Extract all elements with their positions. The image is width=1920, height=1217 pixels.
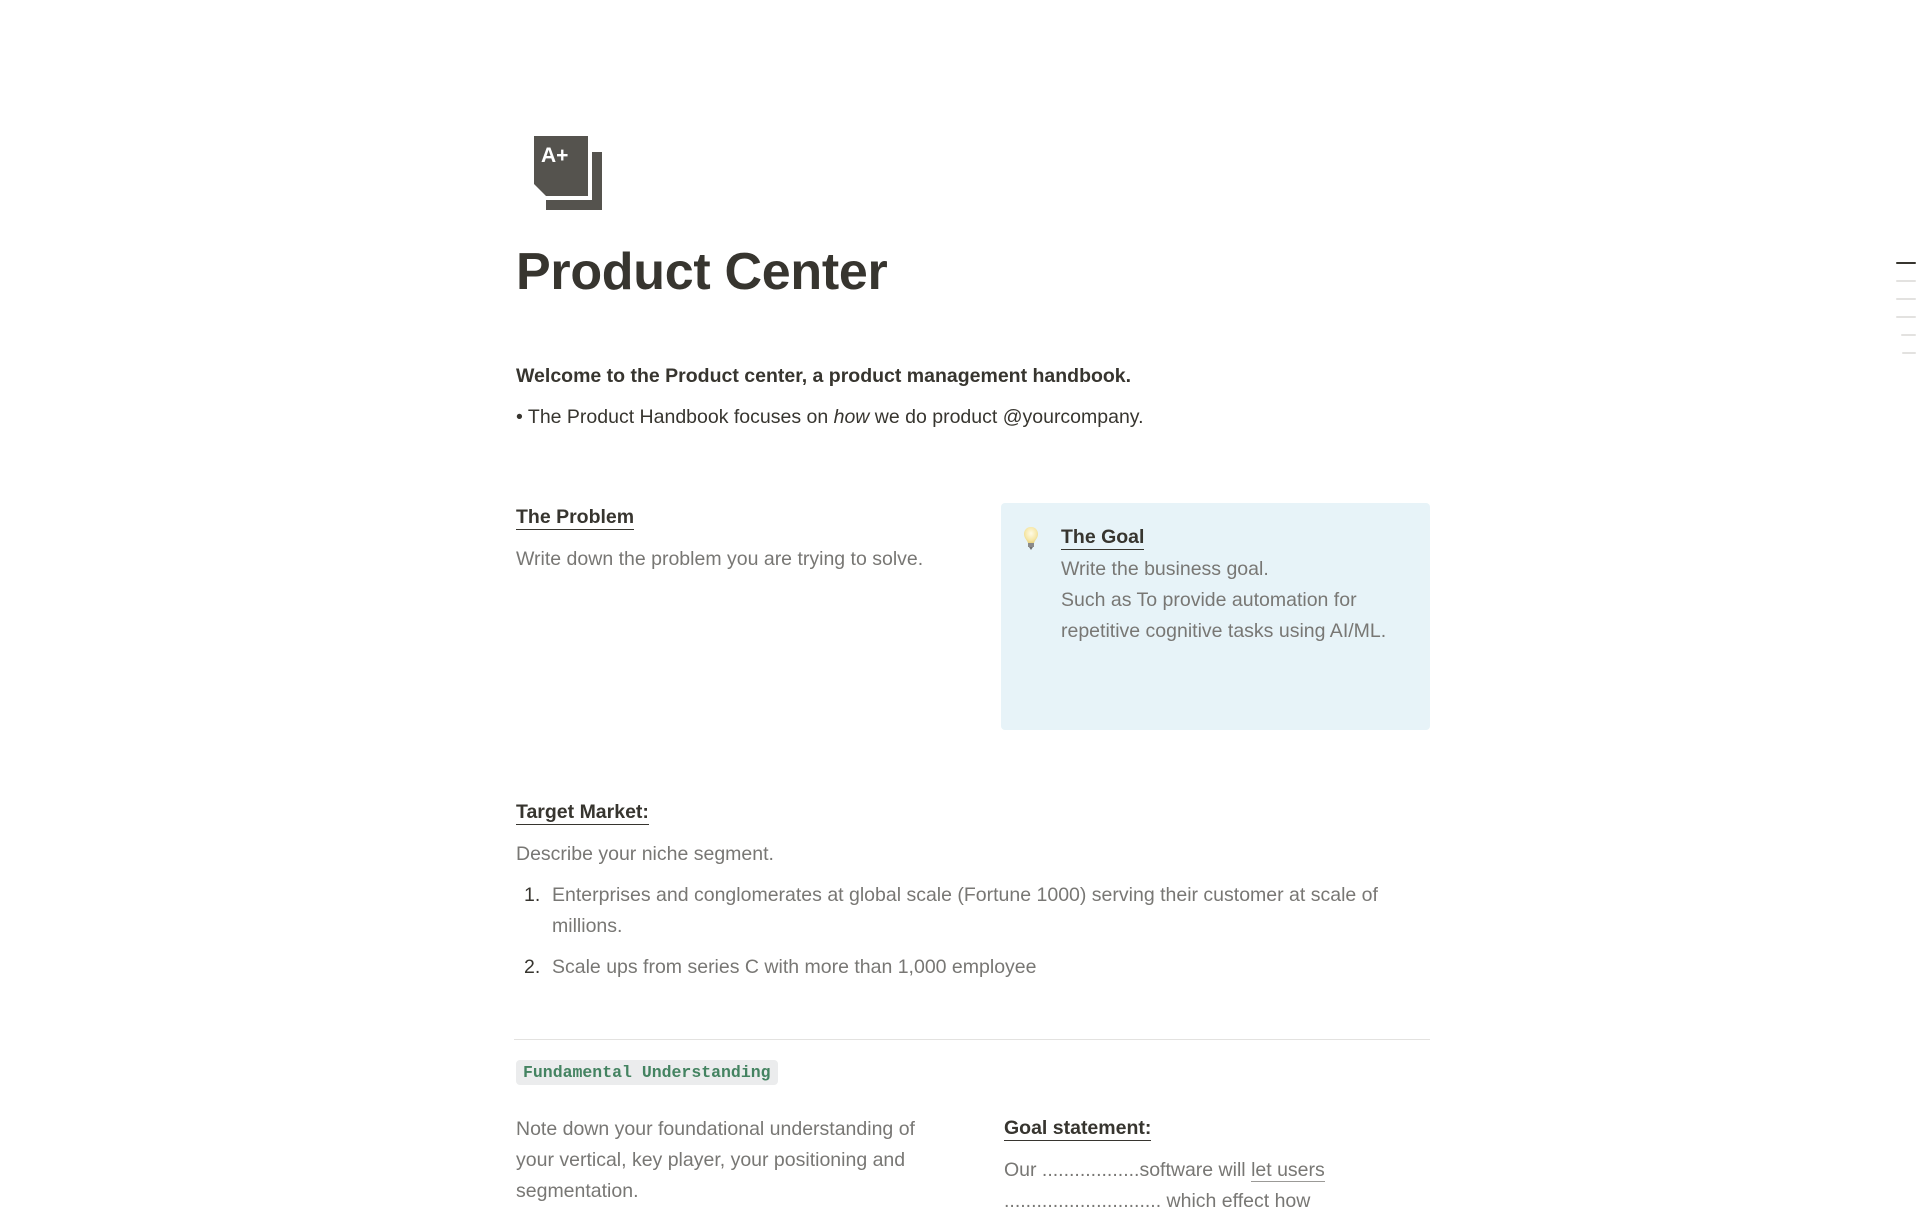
target-market-list [516, 880, 1430, 983]
list-item [516, 952, 1430, 983]
toc-item-5[interactable] [1901, 334, 1916, 336]
target-market-description: Describe your niche segment. [516, 843, 774, 866]
problem-heading: The Problem [516, 507, 634, 530]
goal-line-2: Such as To provide automation for repetitive cognitive tasks using AI/ML. [1061, 589, 1387, 643]
fundamental-note-section [516, 1114, 956, 1207]
problem-body: Write down the problem you are trying to solve. [516, 548, 924, 571]
bullet-marker: • [516, 406, 523, 428]
toc-item-6[interactable] [1902, 352, 1916, 354]
fundamental-note: Note down your foundational understanding of your vertical, key player, your positioning and segmentation. [516, 1118, 915, 1202]
goal-statement-heading: Goal statement: [1004, 1118, 1151, 1141]
list-text: Scale ups from series C with more than 1,000 employee [552, 956, 1037, 979]
page-icon-grade-a-plus-icon[interactable] [532, 134, 608, 214]
lightbulb-icon[interactable] [1021, 525, 1041, 553]
goal-statement-body [1004, 1155, 1430, 1217]
problem-section [516, 507, 946, 575]
target-market-heading: Target Market: [516, 802, 649, 825]
svg-text:A+: A+ [541, 144, 569, 167]
bullet-text-emphasis: how [833, 406, 870, 428]
fundamental-understanding-code: Fundamental Understanding [516, 1060, 778, 1085]
list-text: Enterprises and conglomerates at global scale (Fortune 1000) serving their customer at scale of millions. [552, 884, 1378, 938]
welcome-text: Welcome to the Product center, a product management handbook. [516, 365, 1132, 387]
list-item [516, 880, 1430, 942]
goal-line-1: Write the business goal. [1061, 558, 1269, 581]
page-title: Product Center [516, 243, 888, 301]
target-market-section [516, 802, 1430, 993]
goal-statement-link[interactable]: let users [1251, 1159, 1325, 1182]
goal-statement-part-1: Our ..................software will [1004, 1159, 1252, 1182]
goal-statement-section [1004, 1118, 1430, 1217]
goal-statement-part-2: ............................. which effect how [1004, 1190, 1311, 1213]
toc-item-1[interactable] [1896, 262, 1916, 264]
goal-heading: The Goal [1061, 527, 1144, 550]
callout-content [1061, 527, 1411, 647]
bullet-text-prefix: The Product Handbook focuses on [527, 406, 834, 428]
goal-callout [1001, 503, 1430, 730]
toc-item-4[interactable] [1896, 316, 1916, 318]
list-number: 1. [524, 884, 541, 907]
list-number: 2. [524, 956, 541, 979]
toc-item-3[interactable] [1896, 298, 1916, 300]
bullet-text-suffix: we do product @yourcompany. [869, 406, 1144, 428]
bullet-item [516, 406, 1144, 429]
toc-item-2[interactable] [1896, 280, 1916, 282]
divider [514, 1039, 1430, 1040]
